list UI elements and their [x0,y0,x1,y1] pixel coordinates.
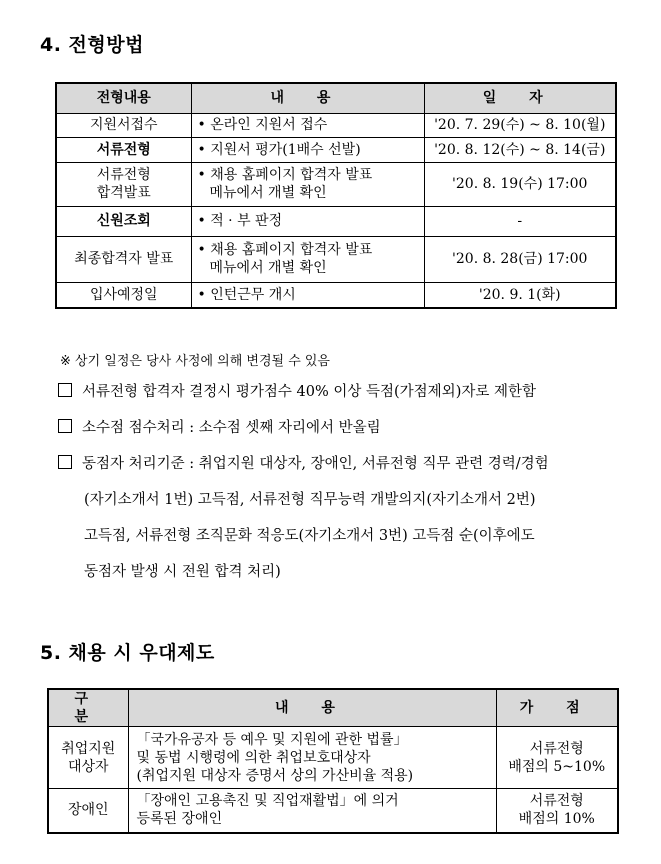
row-category: 입사예정일 [56,282,191,308]
row-content [191,236,424,282]
bullet-continuation [58,554,628,590]
bullet-continuation [58,482,628,518]
table-row [56,236,616,282]
row-date: '20. 7. 29(수) ~ 8. 10(월) [424,113,616,137]
bullet-text: 소수점 점수처리 : 소수점 셋째 자리에서 반올림 [82,420,381,436]
table-row [56,282,616,308]
bullet-text: 고득점, 서류전형 조직문화 적응도(자기소개서 3번) 고득점 순(이후에도 [84,528,535,544]
row-content [191,137,424,162]
schedule-note: ※ 상기 일정은 당사 사정에 의해 변경될 수 있음 [60,354,330,369]
row-date: '20. 8. 12(수) ~ 8. 14(금) [424,137,616,162]
bullet-text: 동점자 발생 시 전원 합격 처리) [84,564,281,580]
row-content [128,789,496,833]
content-line: • 인턴근무 개시 [197,286,296,303]
header-category: 전형내용 [56,83,191,113]
row-date: - [424,206,616,236]
content-line: (취업지원 대상자 증명서 상의 가산비율 적용) [136,767,414,784]
table-row [56,113,616,137]
header-date: 일 자 [424,83,616,113]
table-row [48,727,618,789]
selection-schedule-table [55,82,617,309]
row-date: '20. 9. 1(화) [424,282,616,308]
preference-table [47,688,619,834]
content-line: • 적 · 부 판정 [197,213,283,229]
table-row [56,162,616,206]
row-points: 서류전형 배점의 5~10% [496,727,618,789]
content-line: 「국가유공자 등 예우 및 지원에 관한 법률」 [136,731,408,748]
bullet-list [58,374,628,590]
row-category: 장애인 [48,789,128,833]
header-points: 가 점 [496,689,618,727]
bullet-text: (자기소개서 1번) 고득점, 서류전형 직무능력 개발의지(자기소개서 2번) [84,492,536,508]
content-line: 및 동법 시행령에 의한 취업보호대상자 [136,749,371,766]
row-content [191,282,424,308]
bullet-text: 서류전형 합격자 결정시 평가점수 40% 이상 득점(가점제외)자로 제한함 [82,384,536,400]
bullet-item [58,446,628,482]
row-date: '20. 8. 19(수) 17:00 [424,162,616,206]
header-content: 내 용 [128,689,496,727]
row-content [128,727,496,789]
row-category: 서류전형 합격발표 [56,162,191,206]
content-line: 등록된 장애인 [136,811,223,828]
content-line: • 채용 홈페이지 합격자 발표 [197,242,373,258]
row-content [191,206,424,236]
row-category: 지원서접수 [56,113,191,137]
bullet-item [58,410,628,446]
section5-title: 5. 채용 시 우대제도 [40,642,215,664]
bullet-continuation [58,518,628,554]
content-line: • 온라인 지원서 접수 [197,117,328,133]
row-category: 서류전형 [56,137,191,162]
checkbox-icon [58,383,72,397]
content-line: 「장애인 고용촉진 및 직업재활법」에 의거 [136,793,399,810]
row-category: 취업지원 대상자 [48,727,128,789]
content-line: 메뉴에서 개별 확인 [209,260,327,276]
table-row [48,789,618,833]
checkbox-icon [58,455,72,469]
content-line: 메뉴에서 개별 확인 [209,185,327,201]
section4-title: 4. 전형방법 [40,34,144,56]
table-row [56,137,616,162]
row-content [191,162,424,206]
bullet-text: 동점자 처리기준 : 취업지원 대상자, 장애인, 서류전형 직무 관련 경력/경험 [82,456,549,472]
row-points: 서류전형 배점의 10% [496,789,618,833]
row-content [191,113,424,137]
row-category: 신원조회 [56,206,191,236]
row-date: '20. 8. 28(금) 17:00 [424,236,616,282]
table-row [56,206,616,236]
header-content: 내 용 [191,83,424,113]
row-category: 최종합격자 발표 [56,236,191,282]
bullet-item [58,374,628,410]
checkbox-icon [58,419,72,433]
content-line: • 채용 홈페이지 합격자 발표 [197,167,373,183]
header-division: 구 분 [48,689,128,727]
content-line: • 지원서 평가(1배수 선발) [197,141,361,158]
